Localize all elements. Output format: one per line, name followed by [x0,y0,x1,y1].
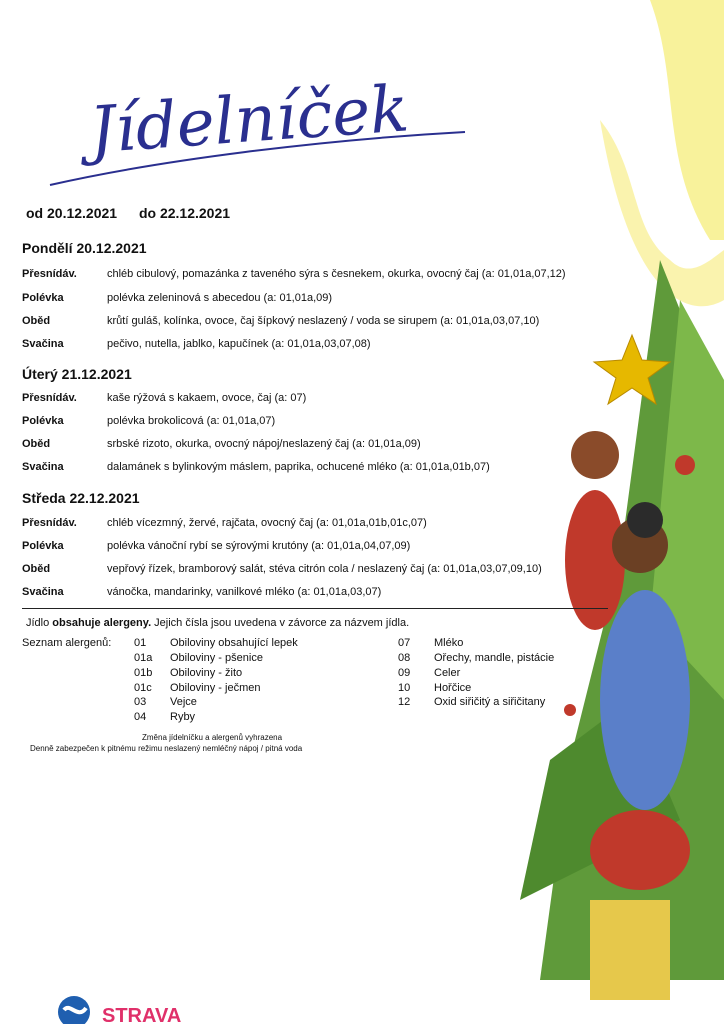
note-rest: Jejich čísla jsou uvedena v závorce za názvem jídla. [151,617,410,629]
allergen-name: Vejce [170,696,197,708]
date-range [26,205,248,221]
meal-text: chléb cibulový, pomazánka z taveného sýra s česnekem, okurka, ovocný čaj (a: 01,01a,07,12) [107,268,566,280]
allergen-name: Ryby [170,711,196,723]
allergen-code: 01c [134,682,152,694]
meal-label: Polévka [22,292,64,304]
meal-text: vepřový řízek, bramborový salát, stéva citrón cola / neslazený čaj (a: 01,01a,03,07,09,10) [107,563,542,575]
allergen-code: 01b [134,667,153,679]
meal-label: Přesnídáv. [22,517,77,529]
meal-text: pečivo, nutella, jablko, kapučínek (a: 01,01a,03,07,08) [107,338,371,350]
meal-label: Oběd [22,315,51,327]
meal-text: polévka brokolicová (a: 01,01a,07) [107,415,276,427]
page-title: Jídelníček [87,72,412,169]
christmas-illustration [480,0,724,1024]
allergen-code: 07 [398,637,411,649]
strava-logo [56,990,196,1024]
allergen-name: Hořčice [434,682,472,694]
allergen-name: Mléko [434,637,464,649]
allergen-code: 01a [134,652,153,664]
allergen-code: 04 [134,711,147,723]
allergen-name: Celer [434,667,461,679]
meal-text: dalamánek s bylinkovým máslem, paprika, ochucené mléko (a: 01,01a,01b,07) [107,461,490,473]
allergen-name: Obiloviny - pšenice [170,652,263,664]
day-heading-monday: Pondělí 20.12.2021 [22,240,147,256]
meal-text: srbské rizoto, okurka, ovocný nápoj/neslazený čaj (a: 01,01a,09) [107,438,421,450]
date-to: do 22.12.2021 [138,205,231,221]
allergen-note [26,617,409,629]
allergen-list-label: Seznam alergenů: [22,637,112,649]
meal-label: Oběd [22,438,51,450]
date-from: od 20.12.2021 [26,205,118,221]
meal-label: Přesnídáv. [22,392,77,404]
meal-label: Svačina [22,338,64,350]
note-bold: obsahuje alergeny. [52,617,152,629]
allergen-code: 12 [398,696,411,708]
meal-text: kaše rýžová s kakaem, ovoce, čaj (a: 07) [107,392,307,404]
meal-text: chléb vícezmný, žervé, rajčata, ovocný čaj (a: 01,01a,01b,01c,07) [107,517,427,529]
meal-label: Svačina [22,586,64,598]
allergen-code: 09 [398,667,411,679]
day-heading-wednesday: Středa 22.12.2021 [22,490,140,506]
allergen-code: 03 [134,696,147,708]
allergen-name: Obiloviny - ječmen [170,682,261,694]
drinking-regime-note: Denně zabezpečen k pitnému režimu neslazený nemléčný nápoj / pitná voda [30,744,303,753]
allergen-code: 01 [134,637,147,649]
meal-label: Polévka [22,415,64,427]
allergen-name: Oxid siřičitý a siřičitany [434,696,546,708]
meal-text: polévka zeleninová s abecedou (a: 01,01a,09) [107,292,333,304]
day-heading-tuesday: Úterý 21.12.2021 [22,366,132,382]
allergen-name: Obiloviny - žito [170,667,243,679]
allergen-code: 08 [398,652,411,664]
title-script [40,40,480,200]
meal-label: Přesnídáv. [22,268,77,280]
divider [22,608,608,609]
meal-label: Svačina [22,461,64,473]
meal-text: vánočka, mandarinky, vanilkové mléko (a: 01,01a,03,07) [107,586,382,598]
menu-change-note: Změna jídelníčku a alergenů vyhrazena [142,733,283,742]
meal-text: polévka vánoční rybí se sýrovými krutóny (a: 01,01a,04,07,09) [107,540,411,552]
allergen-code: 10 [398,682,411,694]
allergen-name: Ořechy, mandle, pistácie [434,652,555,664]
meal-label: Polévka [22,540,64,552]
meal-text: krůtí guláš, kolínka, ovoce, čaj šípkový neslazený / voda se sirupem (a: 01,01a,03,07,10) [107,315,540,327]
logo-text: STRAVA [102,1005,182,1024]
allergen-name: Obiloviny obsahující lepek [170,637,298,649]
meal-label: Oběd [22,563,51,575]
note-prefix: Jídlo [26,617,53,629]
